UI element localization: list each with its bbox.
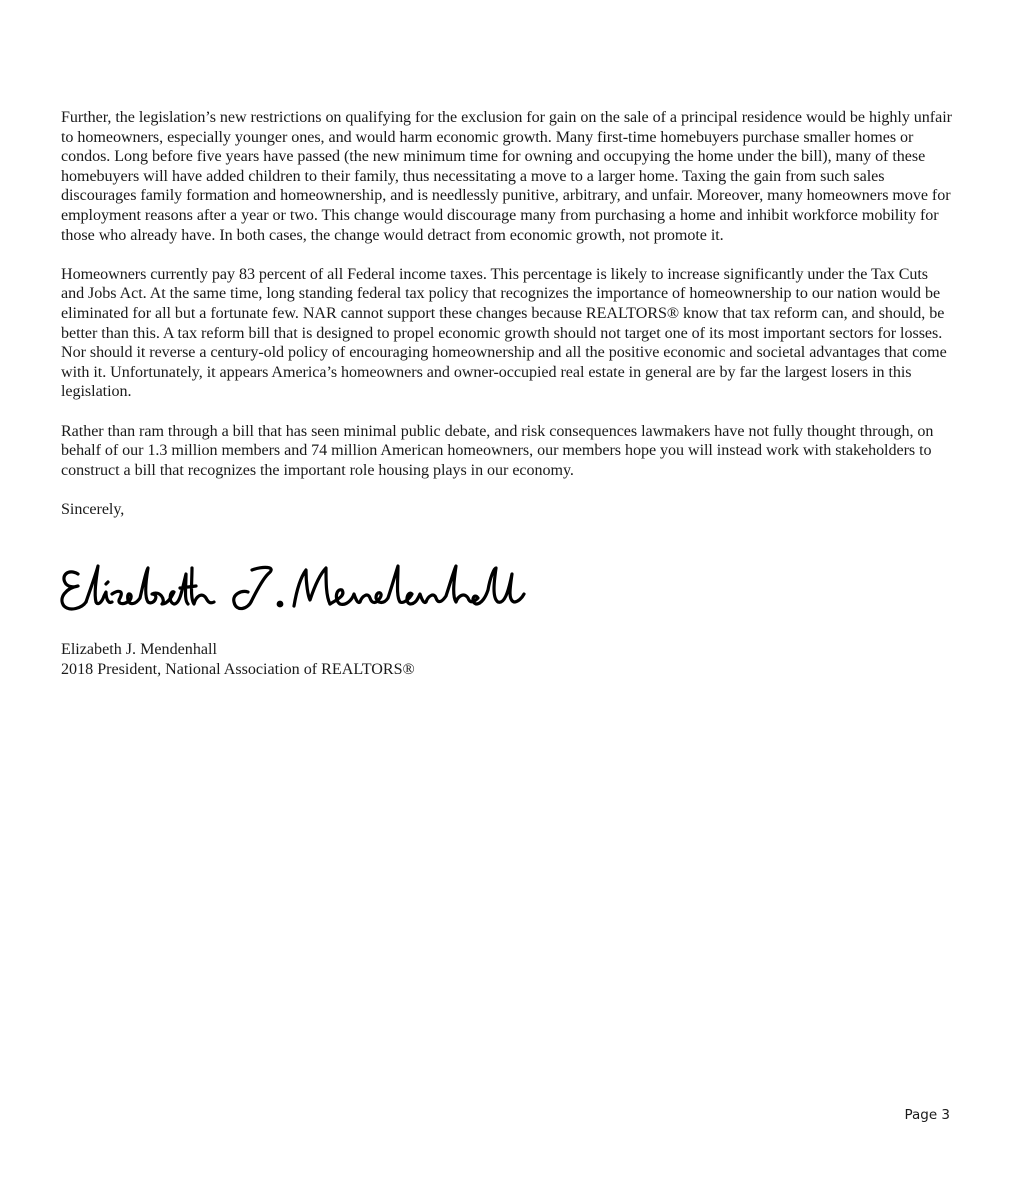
- page-number: Page 3: [904, 1107, 950, 1123]
- letter-body: [61, 108, 953, 519]
- paragraph-home-sale-exclusion: Further, the legislation’s new restrictions on qualifying for the exclusion for gain on the sale of a principal residence would be highly unfair to homeowners, especially younger ones, and would harm economic growth. Many first-time homebuyers purchase smaller homes or condos. Long before five years have passed (the new minimum time for owning and occupying the home under the bill), many of these homebuyers will have added children to their family, thus necessitating a move to a larger home. Taxing the gain from such sales discourages family formation and homeownership, and is needlessly punitive, arbitrary, and unfair. Moreover, many homeowners move for employment reasons after a year or two. This change would discourage many from purchasing a home and inhibit workforce mobility for those who already have. In both cases, the change would detract from economic growth, not promote it.: [61, 109, 952, 244]
- closing-salutation: Sincerely,: [61, 500, 125, 518]
- paragraph-request: Rather than ram through a bill that has seen minimal public debate, and risk consequences lawmakers have not fully thought through, on behalf of our 1.3 million members and 74 million American homeowners, our members hope you will instead work with stakeholders to construct a bill that recognizes the important role housing plays in our economy.: [61, 422, 934, 479]
- signer-name: Elizabeth J. Mendenhall: [61, 641, 217, 658]
- paragraph-homeowner-taxes: Homeowners currently pay 83 percent of all Federal income taxes. This percentage is likely to increase significantly under the Tax Cuts and Jobs Act. At the same time, long standing federal tax policy that recognizes the importance of homeownership to our nation would be eliminated for all but a fortunate few. NAR cannot support these changes because REALTORS® know that tax reform can, and should, be better than this. A tax reform bill that is designed to propel economic growth should not target one of its most important sectors for losses. Nor should it reverse a century-old policy of encouraging homeownership and all the positive economic and societal advantages that come with it. Unfortunately, it appears America’s homeowners and owner-occupied real estate in general are by far the largest losers in this legislation.: [61, 265, 947, 401]
- signer-title: 2018 President, National Association of REALTORS®: [61, 660, 415, 678]
- signer-block: [61, 640, 415, 679]
- handwritten-signature: [56, 560, 526, 620]
